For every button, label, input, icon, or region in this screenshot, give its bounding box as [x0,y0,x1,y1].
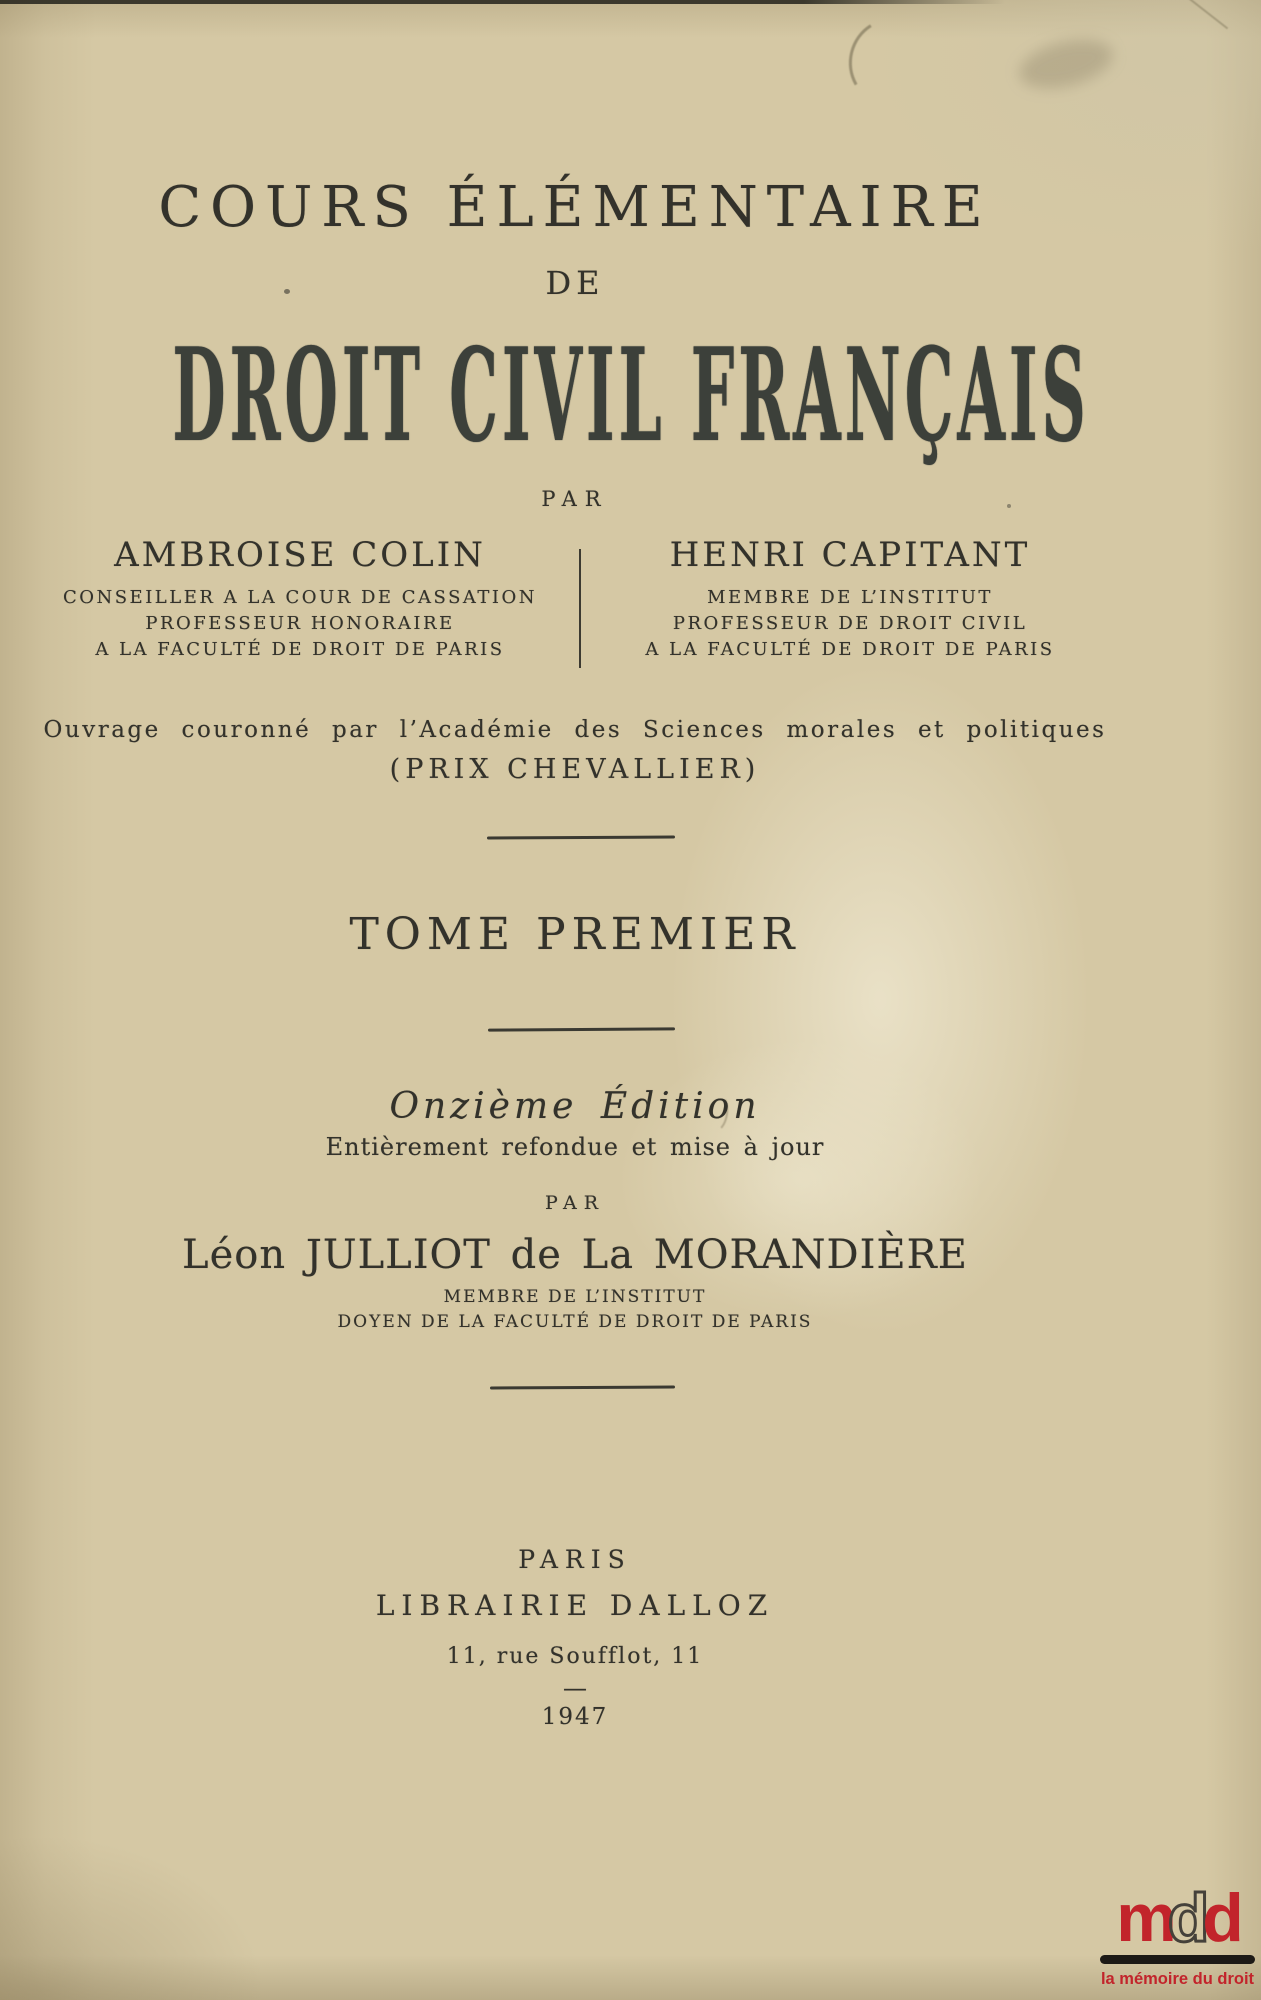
authors-row [25,535,1125,663]
divider-rule [487,836,675,840]
logo-letter-m: m [1116,1880,1172,1956]
imprint-separator: — [563,1674,587,1702]
edition-title: Onzième Édition [389,1086,761,1127]
by-label: PAR [541,487,609,511]
imprint-city: PARIS [518,1545,632,1574]
mdd-logo [1100,1880,1255,1989]
pencil-mark [840,9,943,115]
imprint-publisher: LIBRAIRIE DALLOZ [375,1589,775,1622]
editor-credential-line: MEMBRE DE L’INSTITUT [443,1287,707,1307]
author-credential-line: A LA FACULTÉ DE DROIT DE PARIS [95,639,505,660]
editor-credential-line: DOYEN DE LA FACULTÉ DE DROIT DE PARIS [337,1312,813,1332]
smudge-mark [1014,31,1118,97]
editor-name: Léon JULLIOT de La MORANDIÈRE [182,1232,968,1278]
author-column-capitant [575,535,1125,663]
edition-by-label: PAR [544,1192,606,1214]
logo-underline-bar [1100,1955,1255,1964]
author-credential-line: A LA FACULTÉ DE DROIT DE PARIS [645,639,1055,660]
author-credential-line: PROFESSEUR HONORAIRE [145,613,455,634]
author-credentials [575,585,1125,663]
imprint-year: 1947 [541,1704,609,1730]
divider-rule [490,1386,675,1390]
logo-letter-d: d [1202,1880,1239,1956]
author-credentials [25,585,575,663]
scratch-mark [1172,0,1228,29]
main-title: DROIT CIVIL FRANÇAIS [171,321,1090,471]
series-connector: DE [545,264,605,302]
author-credential-line: PROFESSEUR DE DROIT CIVIL [672,613,1028,634]
author-name: AMBROISE COLIN [114,535,486,575]
series-title: COURS ÉLÉMENTAIRE [158,175,992,240]
imprint-address: 11, rue Soufflot, 11 [446,1644,704,1669]
divider-rule [488,1027,675,1031]
author-credential-line: MEMBRE DE L’INSTITUT [707,587,993,608]
scan-top-edge-shadow [0,0,1005,4]
mdd-logo-word [1100,1880,1255,1956]
volume-title: TOME PREMIER [349,909,801,960]
edition-subtitle: Entièrement refondue et mise à jour [325,1133,825,1161]
logo-letter-d-outline: d [1167,1880,1205,1956]
author-column-colin [25,535,575,663]
authors-divider-rule [579,549,581,668]
award-line: Ouvrage couronné par l’Académie des Sciences morales et politiques [43,717,1107,743]
editor-credentials [0,1285,1150,1335]
logo-tagline: la mémoire du droit [1100,1970,1255,1988]
author-credential-line: CONSEILLER A LA COUR DE CASSATION [62,587,538,608]
author-name: HENRI CAPITANT [669,535,1031,575]
award-prize: (PRIX CHEVALLIER) [389,754,761,785]
